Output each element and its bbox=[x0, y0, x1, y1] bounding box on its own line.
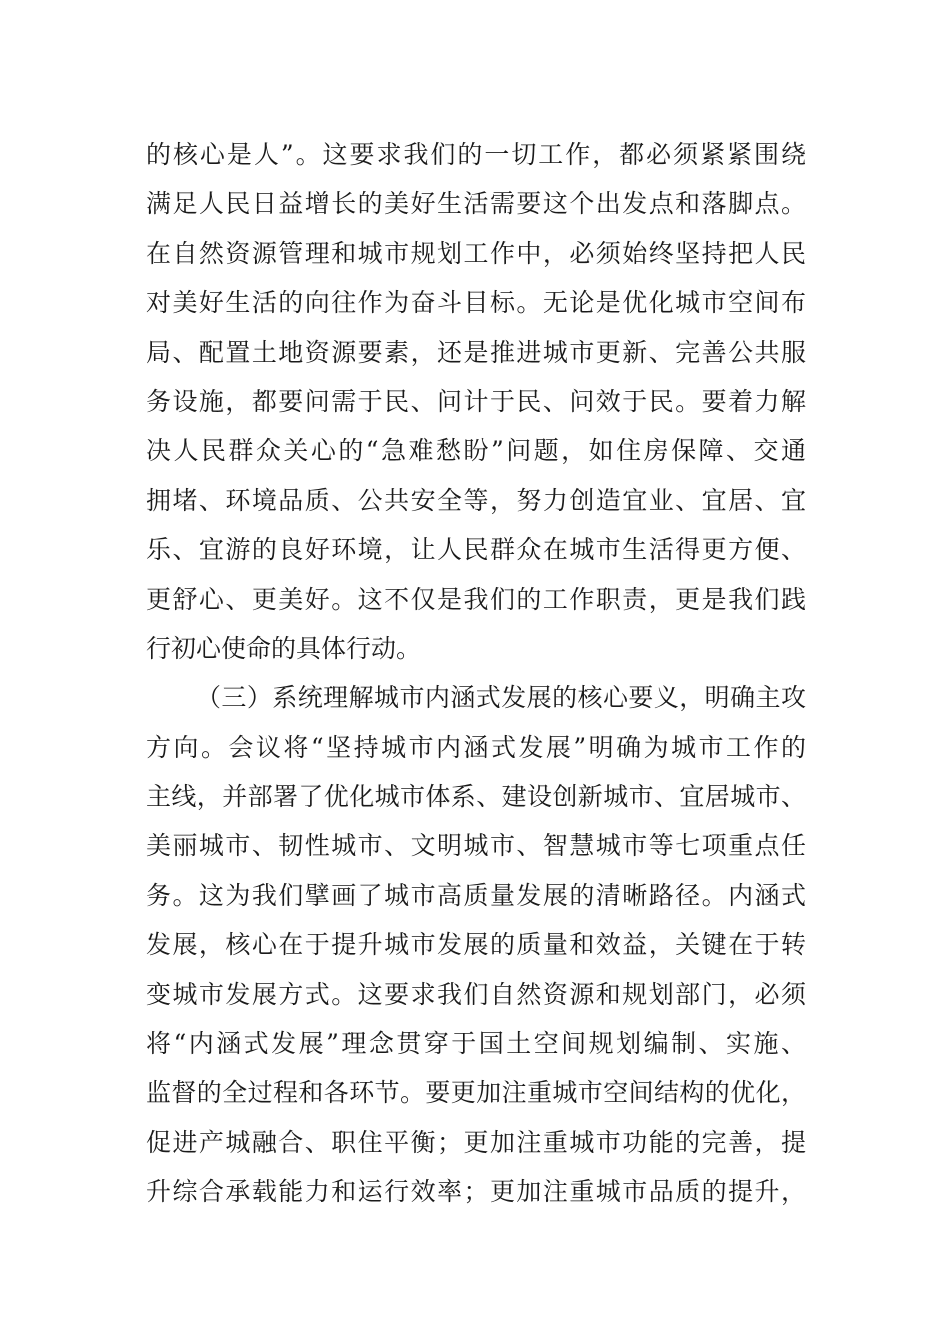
text-line-14: 主线，并部署了优化城市体系、建设创新城市、宜居城市、 bbox=[146, 782, 806, 812]
text-line-9: 乐、宜游的良好环境，让人民群众在城市生活得更方便、 bbox=[146, 535, 806, 565]
text-line-7: 决人民群众关心的“急难愁盼”问题，如住房保障、交通 bbox=[146, 436, 806, 466]
text-line-2: 满足人民日益增长的美好生活需要这个出发点和落脚点。 bbox=[146, 189, 806, 219]
section-heading-line: （三）系统理解城市内涵式发展的核心要义，明确主攻 bbox=[196, 683, 806, 713]
text-line-18: 变城市发展方式。这要求我们自然资源和规划部门，必须 bbox=[146, 979, 806, 1009]
text-line-8: 拥堵、环境品质、公共安全等，努力创造宜业、宜居、宜 bbox=[146, 485, 806, 515]
text-line-13: 方向。会议将“坚持城市内涵式发展”明确为城市工作的 bbox=[146, 732, 806, 762]
text-line-22: 升综合承载能力和运行效率；更加注重城市品质的提升， bbox=[146, 1177, 806, 1207]
text-line-11: 行初心使命的具体行动。 bbox=[146, 633, 422, 663]
text-line-19: 将“内涵式发展”理念贯穿于国土空间规划编制、实施、 bbox=[146, 1029, 806, 1059]
text-line-21: 促进产城融合、职住平衡；更加注重城市功能的完善，提 bbox=[146, 1127, 806, 1157]
text-line-10: 更舒心、更美好。这不仅是我们的工作职责，更是我们践 bbox=[146, 584, 806, 614]
text-line-6: 务设施，都要问需于民、问计于民、问效于民。要着力解 bbox=[146, 386, 806, 416]
text-line-3: 在自然资源管理和城市规划工作中，必须始终坚持把人民 bbox=[146, 238, 806, 268]
text-line-1: 的核心是人”。这要求我们的一切工作，都必须紧紧围绕 bbox=[146, 140, 806, 169]
text-line-15: 美丽城市、韧性城市、文明城市、智慧城市等七项重点任 bbox=[146, 831, 806, 861]
text-line-4: 对美好生活的向往作为奋斗目标。无论是优化城市空间布 bbox=[146, 288, 806, 318]
text-line-17: 发展，核心在于提升城市发展的质量和效益，关键在于转 bbox=[146, 930, 806, 960]
body-text bbox=[146, 130, 806, 1217]
text-line-5: 局、配置土地资源要素，还是推进城市更新、完善公共服 bbox=[146, 337, 806, 367]
text-line-16: 务。这为我们擘画了城市高质量发展的清晰路径。内涵式 bbox=[146, 880, 806, 910]
text-line-20: 监督的全过程和各环节。要更加注重城市空间结构的优化， bbox=[146, 1078, 806, 1108]
